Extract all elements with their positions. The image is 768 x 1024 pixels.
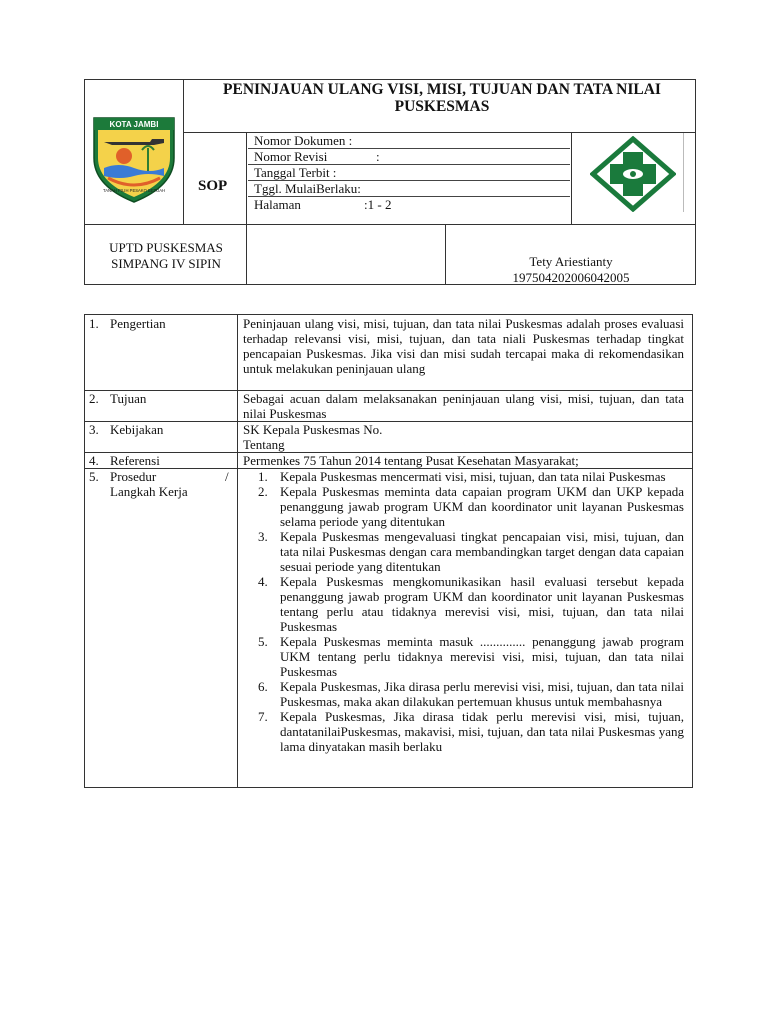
meta-label: Tanggal Terbit : — [254, 165, 337, 180]
section-number: 5. — [89, 469, 99, 484]
step-text: Kepala Puskesmas mengkomunikasikan hasil evaluasi tersebut kepada penanggung jawab program UKM dan koordinator unit layanan Puskesmas tentang perlu atau tidaknya merevisi visi, misi, tujuan, dan tata nilai Puskesmas — [280, 574, 684, 634]
step-number: 4. — [258, 574, 268, 589]
section-label: Prosedur — [110, 469, 157, 484]
list-item — [243, 709, 684, 754]
header-divider — [571, 132, 572, 224]
meta-row — [248, 149, 570, 165]
column-divider — [237, 314, 238, 788]
step-number: 7. — [258, 709, 268, 724]
step-text: Kepala Puskesmas, Jika dirasa perlu merevisi visi, misi, tujuan, dan tata nilai Puskesmas, maka akan dilakukan pertemuan khusus untuk membahasnya — [280, 679, 684, 709]
page-title: PENINJAUAN ULANG VISI, MISI, TUJUAN DAN TATA NILAI PUSKESMAS — [223, 81, 661, 115]
procedure-steps — [243, 469, 684, 754]
section-text: Sebagai acuan dalam melaksanakan peninjauan ulang visi, misi, tujuan, dan tata nilai Puskesmas — [243, 391, 684, 421]
meta-label: Nomor Revisi — [254, 149, 328, 164]
meta-label: Halaman — [254, 197, 301, 212]
list-item — [243, 484, 684, 529]
step-text: Kepala Puskesmas meminta data capaian program UKM dan UKP kepada penanggung jawab program UKM dan koordinator unit layanan Puskesmas selama periode yang ditentukan — [280, 484, 684, 529]
section-label-slash: / — [225, 469, 229, 484]
meta-label: Tggl. MulaiBerlaku: — [254, 181, 361, 196]
section-number: 1. — [89, 316, 99, 331]
section-text-line: Tentang — [243, 437, 285, 452]
step-text: Kepala Puskesmas, Jika dirasa tidak perlu merevisi visi, misi, tujuan, dantatanilaiPuskesmas, makavisi, misi, tujuan, dan tata nilai Puskesmas yang lama dinyatakan masih berlaku — [280, 709, 684, 754]
meta-row — [248, 165, 570, 181]
institution-name — [86, 240, 246, 272]
step-number: 5. — [258, 634, 268, 649]
list-item — [243, 469, 684, 484]
list-item — [243, 529, 684, 574]
list-item — [243, 634, 684, 679]
institution-line: UPTD PUSKESMAS — [109, 240, 223, 255]
meta-value: :1 - 2 — [364, 197, 392, 212]
sop-label: SOP — [198, 178, 228, 194]
section-text: Peninjauan ulang visi, misi, tujuan, dan tata nilai Puskesmas adalah proses evaluasi terhadap relevansi visi, misi, tujuan, dan tata niali Puskesmas terhadap tingkat pencapaian Puskesmas. Jika visi dan misi sudah tercapai maka di rekomendasikan untuk melakukan peninjauan ulang — [243, 316, 684, 376]
step-number: 3. — [258, 529, 268, 544]
meta-row — [248, 197, 570, 213]
step-text: Kepala Puskesmas mencermati visi, misi, tujuan, dan tata nilai Puskesmas — [280, 469, 666, 484]
signer-name: Tety Ariestianty — [529, 254, 613, 269]
step-text: Kepala Puskesmas mengevaluasi tingkat pencapaian visi, misi, tujuan, dan tata nilai Puskesmas dengan cara membandingkan target dengan data capaian sesuai periode yang ditentukan — [280, 529, 684, 574]
list-item — [243, 574, 684, 634]
city-crest-logo — [90, 112, 178, 204]
header-divider — [84, 224, 696, 225]
signer-block — [448, 254, 694, 286]
puskesmas-logo — [590, 136, 676, 212]
list-item — [243, 679, 684, 709]
section-number: 3. — [89, 422, 99, 437]
header-divider — [683, 132, 684, 212]
section-number: 4. — [89, 453, 99, 468]
section-number: 2. — [89, 391, 99, 406]
header-divider — [445, 224, 446, 285]
crest-motto: TANAH PILIH PESAKO BETUAH — [102, 188, 166, 193]
meta-row — [248, 133, 570, 149]
step-number: 6. — [258, 679, 268, 694]
section-label: Langkah Kerja — [110, 484, 188, 499]
step-text: Kepala Puskesmas meminta masuk .............. penanggung jawab program UKM tentang perlu tidaknya merevisi visi, misi, tujuan, dan tata nilai Puskesmas — [280, 634, 684, 679]
header-divider — [246, 132, 247, 285]
section-label: Kebijakan — [110, 422, 164, 437]
signer-nip: 197504202006042005 — [512, 270, 630, 285]
section-label: Pengertian — [110, 316, 166, 331]
institution-line: SIMPANG IV SIPIN — [111, 256, 221, 271]
step-number: 2. — [258, 484, 268, 499]
crest-title: KOTA JAMBI — [109, 120, 159, 129]
header-divider — [183, 79, 184, 224]
section-text-line: SK Kepala Puskesmas No. — [243, 422, 383, 437]
section-label: Tujuan — [110, 391, 147, 406]
section-label: Referensi — [110, 453, 160, 468]
section-text — [243, 422, 684, 452]
step-number: 1. — [258, 469, 268, 484]
meta-label: Nomor Dokumen : — [254, 133, 353, 148]
section-text: Permenkes 75 Tahun 2014 tentang Pusat Kesehatan Masyarakat; — [243, 453, 579, 468]
meta-value: : — [376, 149, 380, 164]
meta-row — [248, 181, 570, 197]
